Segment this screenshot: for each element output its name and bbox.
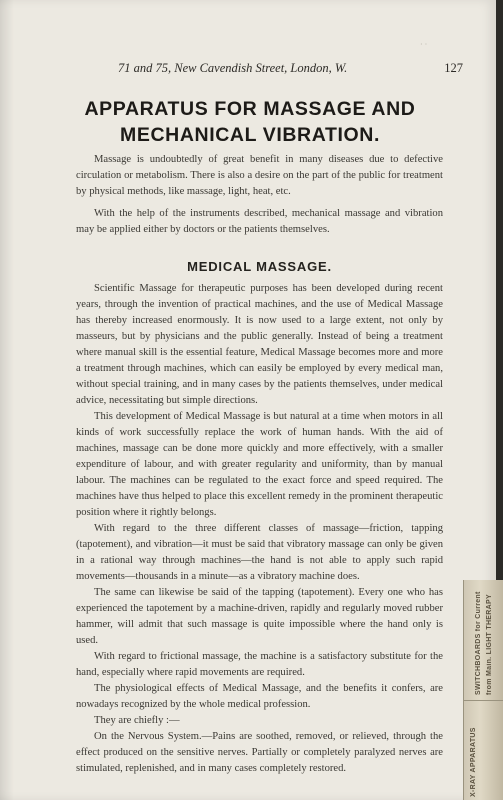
intro-paragraph: Massage is undoubtedly of great benefit in many diseases due to defective circulation or metabolism. There is also a desire on the part of the public for treatment by physical methods, like massage, light, heat, etc. — [76, 154, 443, 197]
intro-text — [76, 152, 443, 238]
index-tab-xray[interactable]: X-RAY APPARATUS — [470, 727, 477, 797]
tab-divider — [463, 700, 503, 701]
body-paragraph: On the Nervous System.—Pains are soothed, removed, or relieved, through the effect produced on the sensitive nerves. Partially or completely paralyzed nerves are stimulated, replenished, and in many cases completely restored. — [76, 731, 443, 774]
intro-paragraph: With the help of the instruments described, mechanical massage and vibration may be applied either by doctors or the patients themselves. — [76, 208, 443, 235]
body-paragraph: With regard to frictional massage, the machine is a satisfactory substitute for the hand, especially where rapid movements are required. — [76, 651, 443, 678]
index-tab-light-therapy[interactable]: from Main. LIGHT THERAPY — [486, 594, 493, 695]
corner-mark: · · — [420, 40, 428, 49]
section-heading: MEDICAL MASSAGE. — [187, 259, 332, 274]
body-paragraph: They are chiefly :— — [94, 715, 180, 726]
body-text — [76, 281, 443, 777]
body-paragraph: With regard to the three different classes of massage—friction, tapping (tapotement), and vibration—it must be said that vibratory massage can only be given in a rational way through machines—the hand is not able to apply such rapid movements—thousands in a minute—as a vibratory machine does. — [76, 523, 443, 582]
body-paragraph: The physiological effects of Medical Massage, and the benefits it confers, are nowadays recognized by the whole medical profession. — [76, 683, 443, 710]
page-title — [40, 96, 460, 148]
body-paragraph: Scientific Massage for therapeutic purposes has been developed during recent years, through the invention of practical machines, and the use of Medical Massage has thereby increased enormously. It is now used to a large extent, not only by masseurs, but by physicians and the public generally. Instead of being a treatment where manual skill is the essential feature, Medical Massage becomes more and more a treatment through machines, which can easily be employed by every medical man, without special training, and in many cases by the patients themselves, under medical advice, necessitating but simple directions. — [76, 283, 443, 406]
gutter-shadow — [0, 0, 14, 800]
index-tab-switchboards[interactable]: SWITCHBOARDS for Current — [475, 591, 482, 695]
body-paragraph: This development of Medical Massage is but natural at a time when motors in all kinds of work successfully replace the work of human hands. With the aid of machines, massage can be done more quickly and more effectively, with a smaller expenditure of labour, and with greater regularity and uniformity, than by manual labour. The machines can be regulated to the exact force and speed required. The machines have thus helped to place this excellent remedy in the prominent therapeutic position where it rightly belongs. — [76, 411, 443, 518]
header-address: 71 and 75, New Cavendish Street, London, W. — [118, 61, 348, 75]
title-line-2: MECHANICAL VIBRATION. — [120, 124, 380, 146]
title-line-1: APPARATUS FOR MASSAGE AND — [84, 98, 416, 120]
thumb-index-tabs — [463, 580, 503, 800]
running-head — [118, 61, 463, 76]
body-paragraph: The same can likewise be said of the tapping (tapotement). Every one who has experienced the tapotement by a machine-driven, rapidly and regularly moved rubber hammer, will admit that such massage is quite impossible where the hand only is used. — [76, 587, 443, 646]
page-number: 127 — [444, 61, 463, 75]
